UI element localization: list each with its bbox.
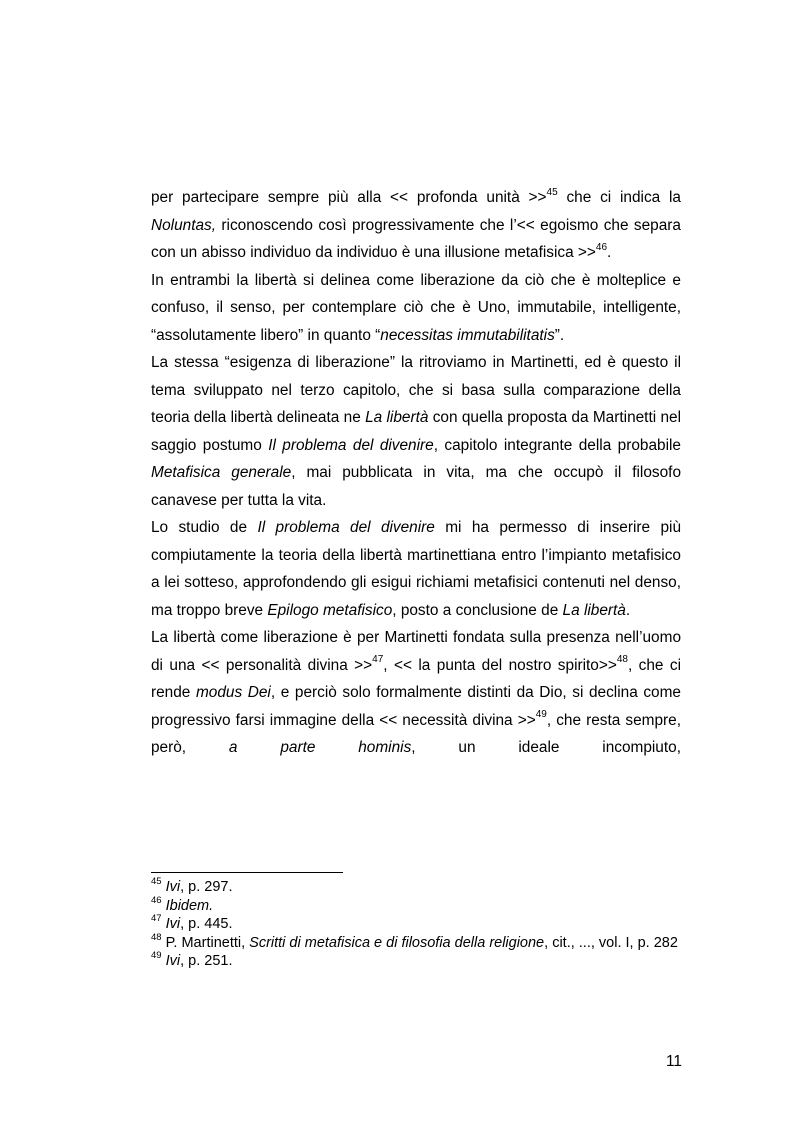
italic-text: La libertà: [365, 409, 429, 426]
text-run: , un ideale incompiuto,: [411, 739, 681, 756]
footnote-reference: 46: [595, 241, 608, 253]
paragraph: [151, 267, 681, 350]
italic-text: Epilogo metafisico: [267, 601, 393, 619]
text-run: , cit., ..., vol. I, p. 282: [544, 934, 678, 951]
text-run: per partecipare sempre più alla << profonda unità >>: [151, 189, 547, 206]
footnote: [151, 931, 681, 953]
text-run: , p. 445.: [180, 916, 233, 932]
italic-text: Ivi: [165, 916, 181, 932]
page-number: 11: [666, 1053, 682, 1070]
footnote-reference: 45: [151, 876, 162, 888]
italic-text: modus Dei: [195, 684, 271, 701]
footnote: [151, 952, 681, 971]
text-run: In entrambi la libertà si delinea come liberazione da ciò che è molteplice e confuso, il senso, per contemplare ciò che è Uno, immutabile, intelligente, “assolutamente libero” in quanto “: [151, 271, 681, 344]
italic-text: Il problema del divenire: [268, 436, 434, 454]
text-run: , e perciò solo formalmente distinti da Dio, si declina come progressivo farsi immagine della << necessità divina >>: [151, 684, 681, 729]
text-run: .: [607, 244, 612, 261]
italic-text: Ivi: [165, 879, 181, 895]
text-run: La libertà come liberazione è per Martinetti fondata sulla presenza nell’uomo di una << personalità divina >>: [151, 629, 681, 674]
footnote-reference: 48: [616, 654, 628, 666]
italic-text: necessitas immutabilitatis: [380, 326, 555, 344]
footnote-reference: 47: [151, 913, 162, 925]
text-run: con quella proposta da Martinetti nel saggio postumo: [151, 409, 681, 454]
text-run: , che resta sempre, però,: [151, 711, 682, 756]
text-run: , p. 297.: [180, 879, 233, 895]
text-run: .: [625, 601, 631, 619]
text-run: , che ci rende: [151, 656, 681, 701]
text-run: , capitolo integrante della probabile: [433, 436, 681, 454]
text-run: ”.: [554, 326, 565, 344]
text-run: Lo studio de: [151, 519, 258, 536]
footnote-reference: 46: [151, 894, 162, 906]
paragraph: [151, 514, 681, 624]
text-run: , posto a conclusione de: [392, 601, 563, 619]
text-run: P. Martinetti,: [161, 934, 250, 951]
footnote-reference: 48: [151, 931, 162, 943]
main-text: [151, 184, 681, 762]
italic-text: Ivi: [165, 953, 181, 969]
text-run: riconoscendo così progressivamente che l’<< egoismo che separa con un abisso individuo da individuo è una illusione metafisica >>: [151, 216, 681, 261]
footnote: [151, 915, 681, 934]
footnote-reference: 49: [151, 950, 162, 962]
italic-text: Il problema del divenire: [257, 519, 435, 536]
paragraph: [151, 624, 681, 762]
italic-text: La libertà: [562, 601, 626, 619]
footnote: [151, 894, 681, 916]
text-run: , p. 251.: [180, 953, 233, 969]
italic-text: Metafisica generale: [151, 464, 292, 481]
text-run: mi ha permesso di inserire più compiutamente la teoria della libertà martinettiana entro l’impianto metafisico a lei sotteso, approfondendo gli esigui richiami metafisici contenuti nel denso, ma troppo breve: [151, 519, 682, 619]
text-run: , mai pubblicata in vita, ma che occupò il filosofo canavese per tutta la vita.: [151, 464, 682, 509]
footnote-separator: [151, 872, 343, 873]
italic-text: Noluntas,: [151, 216, 217, 234]
paragraph: [151, 184, 681, 267]
text-run: La stessa “esigenza di liberazione” la ritroviamo in Martinetti, ed è questo il tema sviluppato nel terzo capitolo, che si basa sulla comparazione della teoria della libertà delineata ne: [151, 354, 681, 426]
footnote: [151, 878, 681, 897]
italic-text: Ibidem.: [165, 897, 214, 914]
footnote-reference: 47: [372, 654, 384, 666]
italic-text: Scritti di metafisica e di filosofia della religione: [249, 934, 545, 951]
italic-text: a parte hominis: [228, 739, 412, 756]
footnote-reference: 49: [535, 709, 547, 721]
footnote-reference: 45: [546, 186, 558, 198]
text-run: che ci indica la: [557, 189, 681, 206]
footnotes: [151, 878, 681, 971]
paragraph: [151, 349, 681, 514]
text-run: , << la punta del nostro spirito>>: [383, 656, 617, 674]
